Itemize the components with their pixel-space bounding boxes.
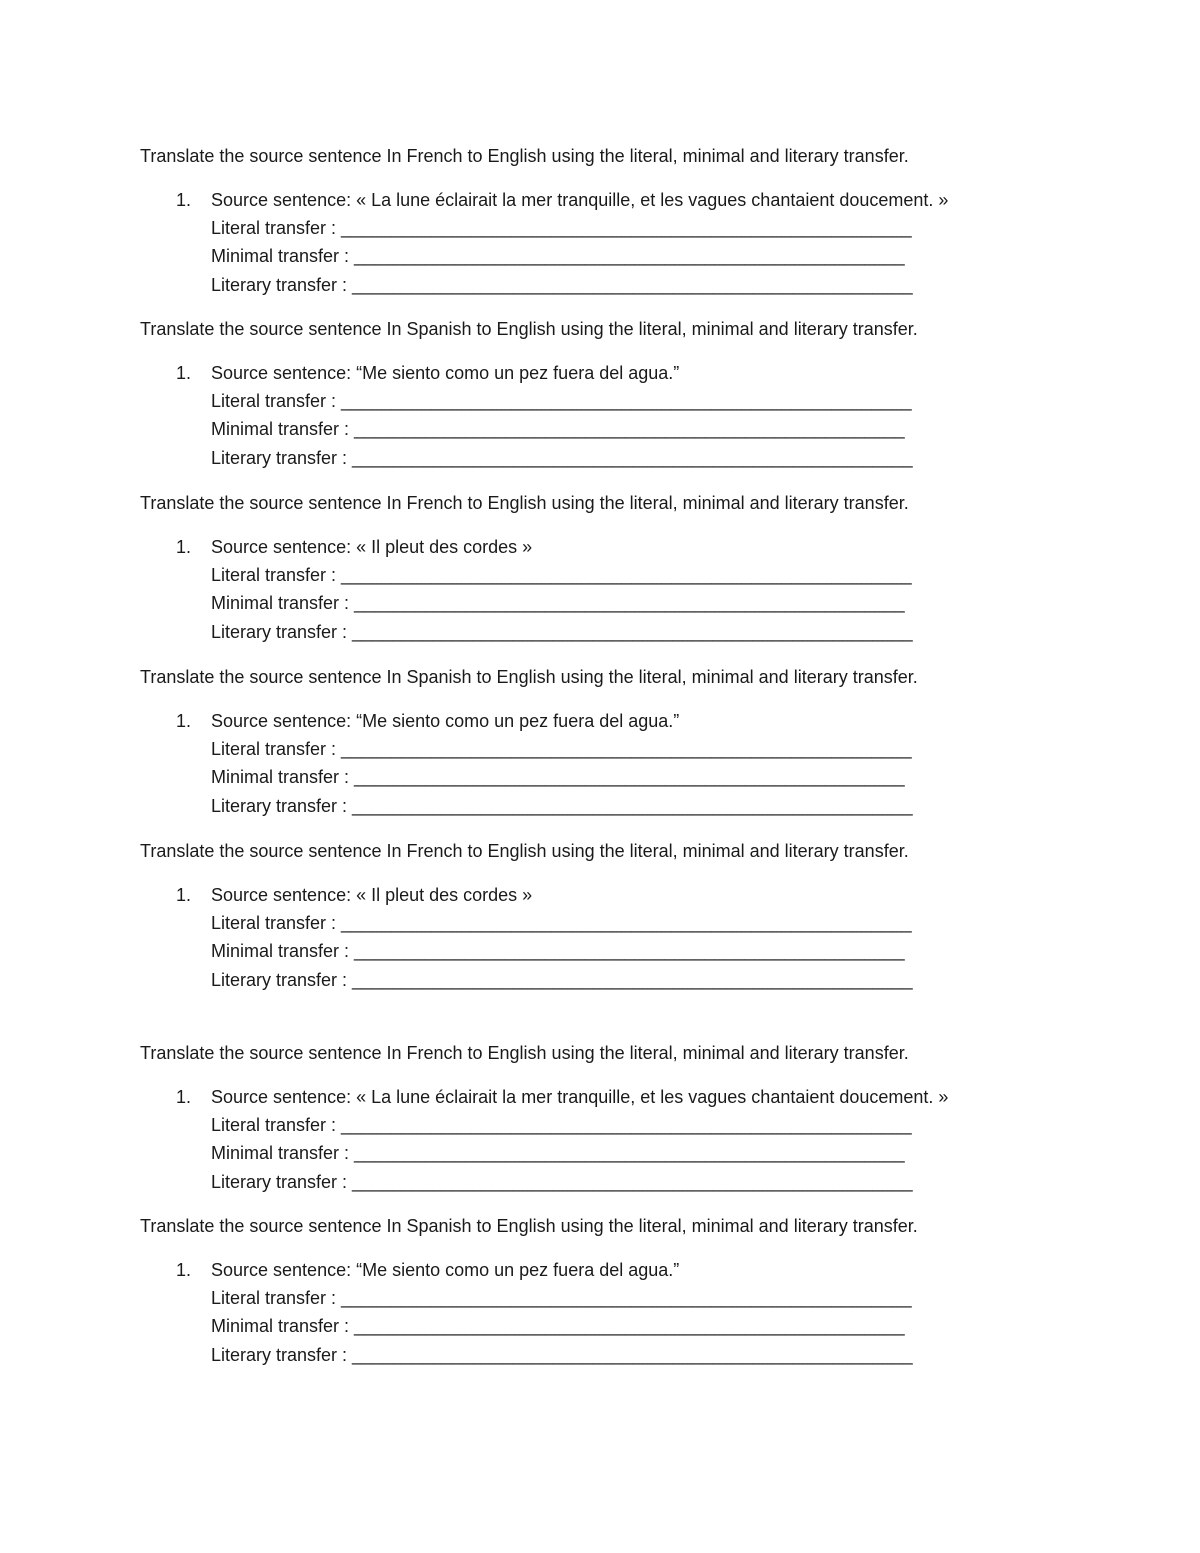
minimal-transfer-field[interactable]: Minimal transfer : _______________________________________________________ bbox=[211, 1316, 905, 1336]
literal-transfer-field[interactable]: Literal transfer : _________________________________________________________ bbox=[211, 739, 912, 759]
literary-transfer-field[interactable]: Literary transfer : ________________________________________________________ bbox=[211, 1345, 913, 1365]
item-number: 1. bbox=[176, 190, 192, 210]
item-number: 1. bbox=[176, 1087, 192, 1107]
literary-transfer-field[interactable]: Literary transfer : ________________________________________________________ bbox=[211, 275, 913, 295]
literal-transfer-field[interactable]: Literal transfer : _________________________________________________________ bbox=[211, 1288, 912, 1308]
literal-transfer-field[interactable]: Literal transfer : _________________________________________________________ bbox=[211, 565, 912, 585]
literary-transfer-field[interactable]: Literary transfer : ________________________________________________________ bbox=[211, 1172, 913, 1192]
literal-transfer-field[interactable]: Literal transfer : _________________________________________________________ bbox=[211, 391, 912, 411]
literal-transfer-field[interactable]: Literal transfer : _________________________________________________________ bbox=[211, 218, 912, 238]
minimal-transfer-field[interactable]: Minimal transfer : _______________________________________________________ bbox=[211, 767, 905, 787]
exercise-instruction: Translate the source sentence In French to English using the literal, minimal and literary transfer. bbox=[140, 841, 909, 861]
literal-transfer-field[interactable]: Literal transfer : _________________________________________________________ bbox=[211, 1115, 912, 1135]
literary-transfer-field[interactable]: Literary transfer : ________________________________________________________ bbox=[211, 448, 913, 468]
exercise-instruction: Translate the source sentence In French to English using the literal, minimal and literary transfer. bbox=[140, 493, 909, 513]
item-number: 1. bbox=[176, 711, 192, 731]
exercise-instruction: Translate the source sentence In French to English using the literal, minimal and literary transfer. bbox=[140, 1043, 909, 1063]
minimal-transfer-field[interactable]: Minimal transfer : _______________________________________________________ bbox=[211, 246, 905, 266]
exercise-instruction: Translate the source sentence In Spanish to English using the literal, minimal and literary transfer. bbox=[140, 319, 918, 339]
literary-transfer-field[interactable]: Literary transfer : ________________________________________________________ bbox=[211, 970, 913, 990]
source-sentence: Source sentence: « Il pleut des cordes » bbox=[211, 885, 533, 905]
literal-transfer-field[interactable]: Literal transfer : _________________________________________________________ bbox=[211, 913, 912, 933]
item-number: 1. bbox=[176, 537, 192, 557]
item-number: 1. bbox=[176, 885, 192, 905]
exercise-instruction: Translate the source sentence In French to English using the literal, minimal and literary transfer. bbox=[140, 146, 909, 166]
minimal-transfer-field[interactable]: Minimal transfer : _______________________________________________________ bbox=[211, 1143, 905, 1163]
item-number: 1. bbox=[176, 1260, 192, 1280]
source-sentence: Source sentence: “Me siento como un pez fuera del agua.” bbox=[211, 363, 680, 383]
source-sentence: Source sentence: “Me siento como un pez fuera del agua.” bbox=[211, 1260, 680, 1280]
source-sentence: Source sentence: « La lune éclairait la mer tranquille, et les vagues chantaient doucement. » bbox=[211, 190, 949, 210]
minimal-transfer-field[interactable]: Minimal transfer : _______________________________________________________ bbox=[211, 593, 905, 613]
source-sentence: Source sentence: “Me siento como un pez fuera del agua.” bbox=[211, 711, 680, 731]
source-sentence: Source sentence: « La lune éclairait la mer tranquille, et les vagues chantaient doucement. » bbox=[211, 1087, 949, 1107]
literary-transfer-field[interactable]: Literary transfer : ________________________________________________________ bbox=[211, 622, 913, 642]
item-number: 1. bbox=[176, 363, 192, 383]
source-sentence: Source sentence: « Il pleut des cordes » bbox=[211, 537, 533, 557]
literary-transfer-field[interactable]: Literary transfer : ________________________________________________________ bbox=[211, 796, 913, 816]
minimal-transfer-field[interactable]: Minimal transfer : _______________________________________________________ bbox=[211, 419, 905, 439]
minimal-transfer-field[interactable]: Minimal transfer : _______________________________________________________ bbox=[211, 941, 905, 961]
exercise-instruction: Translate the source sentence In Spanish to English using the literal, minimal and literary transfer. bbox=[140, 1216, 918, 1236]
exercise-instruction: Translate the source sentence In Spanish to English using the literal, minimal and literary transfer. bbox=[140, 667, 918, 687]
